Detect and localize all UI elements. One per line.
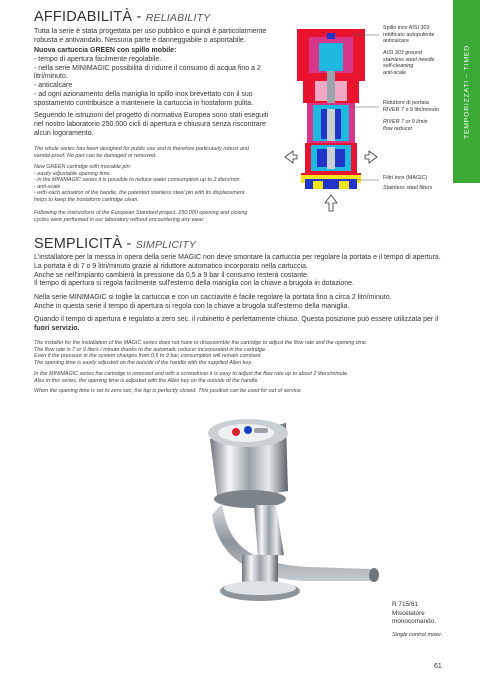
callout-filter-it: Filtri inox (MAGIC)	[383, 175, 428, 181]
simplicity-p2-it: Nella serie MINIMAGIC si toglie la cartuccia e con un cacciavite è facile regolare la portata fino a circa 2 litri/minuto. Anche in questa serie il tempo di apertura si regola con la chiave a brugola sull'esterno della maniglia.	[34, 294, 392, 310]
simplicity-p1-en: The installer for the installation of the MAGIC series does not have to disassemble the cartridge to adjust the flow rate and the opening time. The flow rate is 7 or 9 liters / minute thanks to the automatic reducer incorporated in the cartridge. Even if the pressure in the system changes from 0,5 to 9 bar, consumption will remain constant. The opening time is easily adjusted on the outside of the handle with the supplied Allen key.	[34, 340, 368, 366]
green-cartridge-it: Nuova cartuccia GREEN con spillo mobile: - tempo di apertura facilmente regolabile. - nella serie MINIMAGIC possibilità di ridurre il consumo di acqua fino a 2 litri/minuto. - anticalcare - ad ogni azionamento della maniglia lo spillo inox brevettato con il suo spostamento contribuisce a mantenere la cartuccia in hostaform pulita.	[34, 47, 279, 109]
page-number: 61	[434, 663, 442, 670]
section-title-simplicity: SEMPLICITÀ - SIMPLICITY	[34, 236, 197, 252]
green-cartridge-heading: Nuova cartuccia GREEN con spillo mobile:	[34, 47, 177, 54]
side-tab-label: TEMPORIZZATI – TIMED	[463, 44, 470, 139]
callout-reducer-it: Riduttore di portata RIVER 7 o 9 litri/minuto	[383, 100, 440, 113]
simplicity-p2-en: In the MINIMAGIC series the cartridge is removed and with a screwdriver it is easy to adjust the flow rate up to about 2 liters/minute. Also in this series, the opening time is adjusted with the Allen key on the outside of the handle.	[34, 371, 349, 384]
green-cartridge-en: New GREEN cartridge with movable pin: - easily adjustable opening time. - in the MINIMAGIC series it is possible to reduce water consumption up to 2 liters/min. - anti-scale - with each actuation of the handle, the patented stainless steel pin with its displacement helps to keep the hostaform cartridge clean.	[34, 164, 245, 203]
callout-filter-en: Stainless steel filters	[383, 185, 433, 191]
test-it: Seguendo le istruzioni del progetto di normativa Europea sono stati eseguiti nel nostro laboratorio 250.000 cicli di apertura e chiusura senza riscontrare alcun logoramento.	[34, 112, 269, 137]
section-title-reliability: AFFIDABILITÀ - RELIABILITY	[34, 9, 211, 25]
product-name-it: Miscelatore monocomando.	[392, 610, 437, 625]
callout-pin-it: Spillo inox AISI 303 rettificato autopulente anticalcare	[383, 25, 435, 44]
section-side-tab	[453, 0, 480, 183]
simplicity-p3-en: When the opening time is set to zero sec, the tap is perfectly closed. This position can be used for out of service.	[34, 388, 303, 394]
faucet-image	[188, 405, 388, 610]
callout-reducer-en: RIVER 7 or 9 l/min flow reducer	[383, 119, 428, 132]
callout-pin-en: AISI 303 ground stainless steel needle self-cleaning anti-scale	[383, 50, 435, 76]
simplicity-p1-it: L'installatore per la messa in opera della serie MAGIC non deve smontare la cartuccia per regolare la portata e il tempo di apertura. La portata è di 7 o 9 litri/minuto grazie al riduttore automatico incorporato nella cartuccia. Anche se nell'impianto cambierà la pressione da 0,5 a 9 bar il consumo resterà costante. Il tempo di apertura si regola facilmente sull'esterno della maniglia con la chiave a brugola in dotazione.	[34, 254, 441, 288]
intro-it: Tutta la serie è stata progettata per uso pubblico e quindi è particolarmente robusta e antivandalo. Nessuna parte è danneggiabile o asportabile.	[34, 28, 267, 44]
cartridge-diagram	[283, 25, 379, 222]
product-code: R 715/61	[392, 601, 418, 608]
product-name-en: Single control mixer.	[392, 632, 443, 638]
test-en: Following the instructions of the European Standard project, 250,000 opening and closing cycles were performed in our laboratory without encountering any wear.	[34, 210, 248, 223]
intro-en: The whole series has been designed for public use and is therefore particularly robust and vandal-proof. No part can be damaged or removed.	[34, 146, 249, 159]
simplicity-p3-it: Quando il tempo di apertura è regolato a zero sec. il rubinetto è perfettamente chiuso. Questa posizione può essere utilizzata per il fuori servizio.	[34, 316, 439, 332]
